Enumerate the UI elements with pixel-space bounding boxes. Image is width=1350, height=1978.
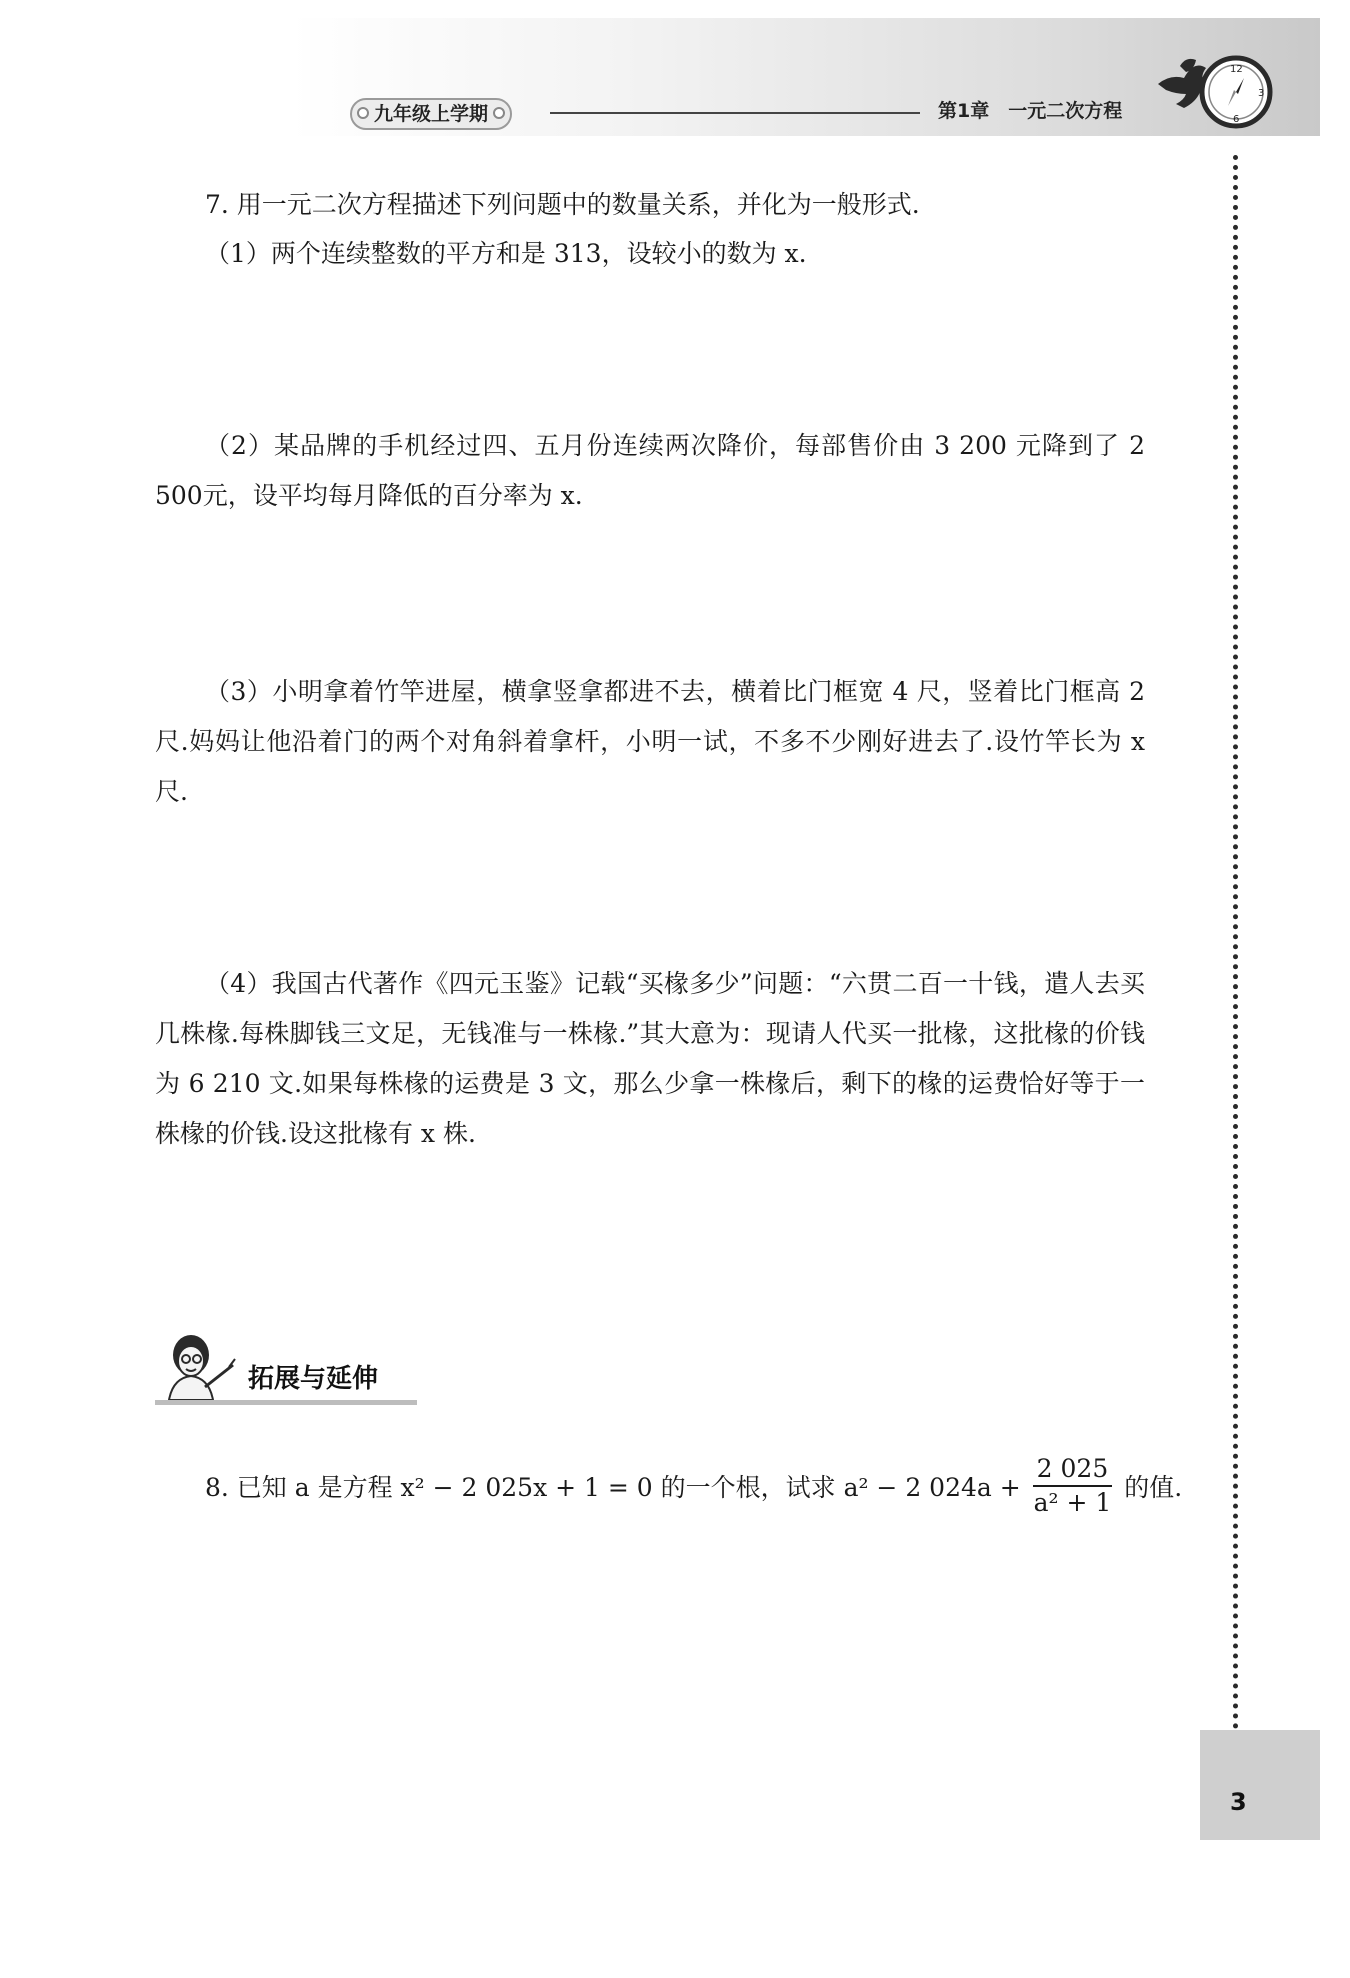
- section-rule: [155, 1400, 417, 1405]
- question-7-part-1: （1）两个连续整数的平方和是 313，设较小的数为 x.: [205, 239, 807, 268]
- fraction-numerator: 2 025: [1033, 1453, 1113, 1487]
- fraction: [1033, 1453, 1113, 1519]
- svg-text:6: 6: [1233, 114, 1240, 125]
- page-number-tab: [1200, 1730, 1320, 1840]
- header-divider: [550, 112, 920, 114]
- question-8-suffix: 的值.: [1124, 1473, 1183, 1502]
- chapter-title: 第1章 一元二次方程: [938, 100, 1123, 122]
- semester-label: [350, 98, 512, 130]
- question-7-stem: 7. 用一元二次方程描述下列问题中的数量关系，并化为一般形式.: [205, 190, 920, 219]
- semester-text: 九年级上学期: [374, 103, 489, 125]
- svg-text:3: 3: [1258, 88, 1265, 99]
- pill-dot-right: [493, 107, 505, 119]
- question-7-part-4: （4）我国古代著作《四元玉鉴》记载“买椽多少”问题：“六贯二百一十钱，遣人去买几株椽.每株脚钱三文足，无钱准与一株椽.”其大意为：现请人代买一批椽，这批椽的价钱为 6 210 文.如果每株椽的运费是 3 文，那么少拿一株椽后，剩下的椽的运费恰好等于一株椽的价钱.设这批椽有 x 株.: [155, 969, 1145, 1148]
- section-title: 拓展与延伸: [248, 1364, 379, 1394]
- dotted-side-rule: [1233, 155, 1238, 1730]
- question-7-part-3: （3）小明拿着竹竿进屋，横拿竖拿都进不去，横着比门框宽 4 尺，竖着比门框高 2 尺.妈妈让他沿着门的两个对角斜着拿杆，小明一试，不多不少刚好进去了.设竹竿长为 x 尺.: [155, 677, 1145, 806]
- page-number: 3: [1230, 1788, 1247, 1816]
- question-8-text: 8. 已知 a 是方程 x² − 2 025x + 1 = 0 的一个根，试求 a² − 2 024a +: [205, 1473, 1021, 1502]
- svg-text:12: 12: [1230, 64, 1243, 75]
- question-7-part-2: （2）某品牌的手机经过四、五月份连续两次降价，每部售价由 3 200 元降到了 2 500元，设平均每月降低的百分率为 x.: [155, 431, 1145, 510]
- runner-clock-icon: [1140, 44, 1280, 134]
- fraction-denominator: a² + 1: [1033, 1488, 1112, 1517]
- pill-dot-left: [357, 107, 369, 119]
- question-8: [205, 1453, 1182, 1523]
